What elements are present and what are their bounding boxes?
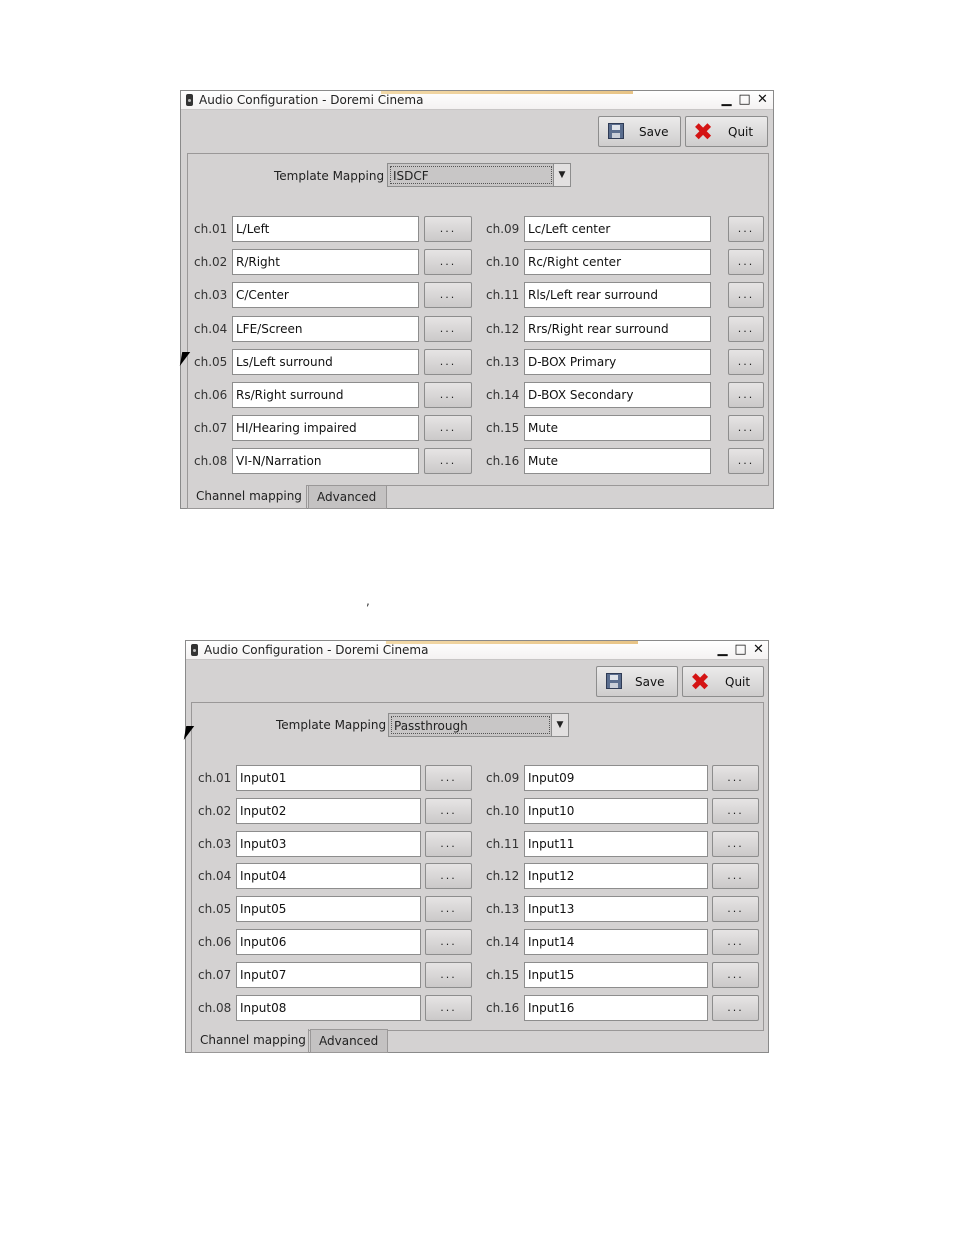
channel-field[interactable]: Ls/Left surround — [232, 349, 419, 375]
channel-field[interactable]: Rrs/Right rear surround — [524, 316, 711, 342]
channel-browse-button[interactable]: ... — [424, 382, 472, 408]
channel-field[interactable]: Rls/Left rear surround — [524, 282, 711, 308]
channel-field[interactable]: R/Right — [232, 249, 419, 275]
channel-label: ch.13 — [486, 355, 520, 369]
channel-browse-button[interactable]: ... — [728, 415, 764, 441]
channel-browse-button[interactable]: ... — [712, 896, 759, 922]
maximize-icon[interactable]: □ — [738, 92, 751, 107]
channel-browse-button[interactable]: ... — [425, 765, 472, 791]
channel-label: ch.14 — [486, 935, 520, 949]
stray-mark: , — [366, 594, 370, 608]
title-bar[interactable] — [181, 91, 773, 110]
audio-config-window-1 — [180, 90, 774, 509]
tab-advanced[interactable]: Advanced — [310, 1029, 388, 1053]
channel-label: ch.11 — [486, 837, 520, 851]
channel-browse-button[interactable]: ... — [424, 415, 472, 441]
channel-field[interactable]: VI-N/Narration — [232, 448, 419, 474]
channel-label: ch.02 — [198, 804, 232, 818]
minimize-icon[interactable]: ▁ — [717, 642, 728, 657]
channel-field[interactable]: Input04 — [236, 863, 421, 889]
channel-browse-button[interactable]: ... — [728, 349, 764, 375]
channel-field[interactable]: Input01 — [236, 765, 421, 791]
channel-label: ch.11 — [486, 288, 520, 302]
channel-browse-button[interactable]: ... — [728, 448, 764, 474]
channel-label: ch.16 — [486, 454, 520, 468]
channel-browse-button[interactable]: ... — [712, 962, 759, 988]
channel-field[interactable]: Input11 — [524, 831, 708, 857]
channel-field[interactable]: Mute — [524, 415, 711, 441]
channel-browse-button[interactable]: ... — [424, 448, 472, 474]
channel-field[interactable]: Rs/Right surround — [232, 382, 419, 408]
channel-label: ch.13 — [486, 902, 520, 916]
channel-label: ch.14 — [486, 388, 520, 402]
channel-field[interactable]: Input12 — [524, 863, 708, 889]
channel-browse-button[interactable]: ... — [712, 798, 759, 824]
floppy-disk-icon — [606, 673, 622, 689]
channel-browse-button[interactable]: ... — [712, 863, 759, 889]
channel-browse-button[interactable]: ... — [728, 316, 764, 342]
channel-field[interactable]: Rc/Right center — [524, 249, 711, 275]
channel-label: ch.01 — [194, 222, 228, 236]
red-x-icon: ✖ — [689, 668, 711, 696]
template-mapping-value: ISDCF — [390, 166, 552, 184]
channel-field[interactable]: Lc/Left center — [524, 216, 711, 242]
chevron-down-icon[interactable]: ▼ — [551, 714, 568, 736]
speaker-icon — [191, 644, 198, 656]
close-icon[interactable]: ✕ — [757, 92, 768, 107]
channel-field[interactable]: Input07 — [236, 962, 421, 988]
template-mapping-label: Template Mapping — [274, 169, 385, 183]
template-mapping-value: Passthrough — [391, 716, 550, 734]
quit-button[interactable] — [682, 666, 764, 697]
channel-field[interactable]: Mute — [524, 448, 711, 474]
channel-label: ch.07 — [198, 968, 232, 982]
channel-field[interactable]: Input06 — [236, 929, 421, 955]
channel-label: ch.15 — [486, 968, 520, 982]
channel-browse-button[interactable]: ... — [728, 249, 764, 275]
channel-label: ch.10 — [486, 804, 520, 818]
template-mapping-dropdown[interactable] — [388, 713, 569, 737]
chevron-down-icon[interactable]: ▼ — [553, 164, 570, 186]
channel-browse-button[interactable]: ... — [425, 831, 472, 857]
channel-browse-button[interactable]: ... — [728, 216, 764, 242]
channel-browse-button[interactable]: ... — [424, 349, 472, 375]
save-button[interactable] — [598, 116, 681, 147]
close-icon[interactable]: ✕ — [753, 642, 764, 657]
title-bar[interactable] — [186, 641, 768, 660]
channel-label: ch.15 — [486, 421, 520, 435]
channel-field[interactable]: Input13 — [524, 896, 708, 922]
channel-field[interactable]: Input03 — [236, 831, 421, 857]
channel-label: ch.08 — [198, 1001, 232, 1015]
channel-mapping-panel — [191, 702, 764, 1031]
tab-channel-mapping[interactable]: Channel mapping — [191, 1029, 309, 1053]
minimize-icon[interactable]: ▁ — [721, 92, 732, 107]
channel-browse-button[interactable]: ... — [712, 831, 759, 857]
channel-label: ch.03 — [194, 288, 228, 302]
channel-browse-button[interactable]: ... — [728, 382, 764, 408]
channel-browse-button[interactable]: ... — [712, 995, 759, 1021]
channel-label: ch.12 — [486, 869, 520, 883]
channel-mapping-panel — [187, 153, 769, 486]
channel-label: ch.09 — [486, 771, 520, 785]
save-button[interactable] — [596, 666, 678, 697]
tab-advanced[interactable]: Advanced — [308, 485, 387, 509]
channel-label: ch.12 — [486, 322, 520, 336]
channel-label: ch.01 — [198, 771, 232, 785]
channel-browse-button[interactable]: ... — [712, 929, 759, 955]
save-label: Save — [639, 125, 669, 139]
channel-label: ch.05 — [194, 355, 228, 369]
maximize-icon[interactable]: □ — [734, 642, 747, 657]
audio-config-window-2 — [185, 640, 769, 1053]
quit-button[interactable] — [685, 116, 768, 147]
channel-browse-button[interactable]: ... — [425, 962, 472, 988]
channel-browse-button[interactable]: ... — [425, 896, 472, 922]
channel-field[interactable]: Input02 — [236, 798, 421, 824]
channel-field[interactable]: L/Left — [232, 216, 419, 242]
channel-browse-button[interactable]: ... — [425, 995, 472, 1021]
save-label: Save — [635, 675, 665, 689]
channel-label: ch.08 — [194, 454, 228, 468]
channel-label: ch.09 — [486, 222, 520, 236]
channel-label: ch.03 — [198, 837, 232, 851]
channel-label: ch.07 — [194, 421, 228, 435]
channel-label: ch.06 — [198, 935, 232, 949]
channel-label: ch.16 — [486, 1001, 520, 1015]
red-x-icon: ✖ — [692, 118, 714, 146]
window-title: Audio Configuration - Doremi Cinema — [204, 643, 429, 657]
channel-browse-button[interactable]: ... — [424, 316, 472, 342]
channel-field[interactable]: HI/Hearing impaired — [232, 415, 419, 441]
channel-browse-button[interactable]: ... — [712, 765, 759, 791]
channel-field[interactable]: C/Center — [232, 282, 419, 308]
channel-label: ch.04 — [194, 322, 228, 336]
channel-browse-button[interactable]: ... — [424, 282, 472, 308]
channel-browse-button[interactable]: ... — [728, 282, 764, 308]
channel-label: ch.05 — [198, 902, 232, 916]
channel-field[interactable]: Input16 — [524, 995, 708, 1021]
template-mapping-label: Template Mapping — [276, 718, 387, 732]
channel-browse-button[interactable]: ... — [425, 798, 472, 824]
channel-label: ch.10 — [486, 255, 520, 269]
channel-field[interactable]: Input15 — [524, 962, 708, 988]
channel-field[interactable]: Input14 — [524, 929, 708, 955]
channel-browse-button[interactable]: ... — [424, 249, 472, 275]
channel-label: ch.04 — [198, 869, 232, 883]
template-mapping-dropdown[interactable] — [387, 163, 571, 187]
channel-field[interactable]: Input10 — [524, 798, 708, 824]
channel-field[interactable]: Input08 — [236, 995, 421, 1021]
channel-browse-button[interactable]: ... — [424, 216, 472, 242]
quit-label: Quit — [728, 125, 754, 139]
floppy-disk-icon — [608, 123, 624, 139]
channel-browse-button[interactable]: ... — [425, 863, 472, 889]
channel-field[interactable]: Input05 — [236, 896, 421, 922]
quit-label: Quit — [725, 675, 751, 689]
channel-browse-button[interactable]: ... — [425, 929, 472, 955]
channel-label: ch.06 — [194, 388, 228, 402]
channel-field[interactable]: D-BOX Secondary — [524, 382, 711, 408]
channel-label: ch.02 — [194, 255, 228, 269]
channel-field[interactable]: Input09 — [524, 765, 708, 791]
speaker-icon — [186, 94, 193, 106]
channel-field[interactable]: D-BOX Primary — [524, 349, 711, 375]
channel-field[interactable]: LFE/Screen — [232, 316, 419, 342]
tab-channel-mapping[interactable]: Channel mapping — [187, 485, 307, 509]
window-title: Audio Configuration - Doremi Cinema — [199, 93, 424, 107]
